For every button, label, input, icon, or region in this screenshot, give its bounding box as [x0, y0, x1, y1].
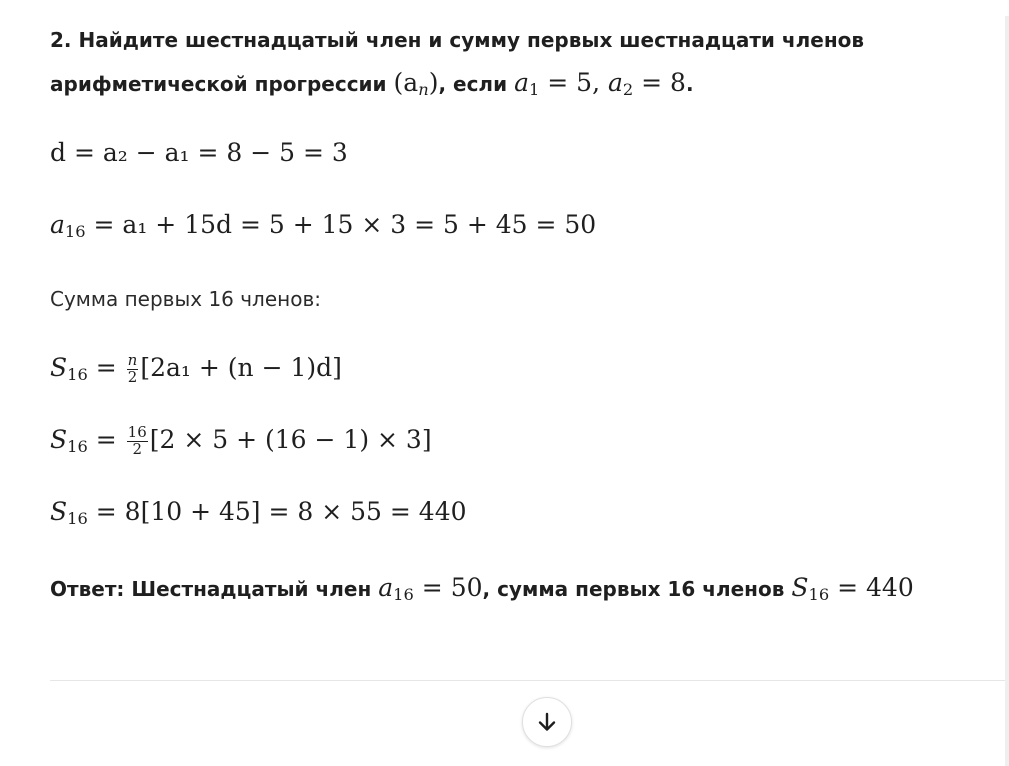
scrollbar-track[interactable] — [1005, 16, 1009, 766]
divider — [50, 680, 1005, 681]
sum-label: Сумма первых 16 членов: — [50, 287, 321, 311]
fraction-16-over-2: $\frac{16}{2}$ — [127, 423, 147, 458]
fraction-n-over-2: $\frac{n}{2}$ — [127, 351, 138, 386]
formula-a16: $a_{16} = a_1 + 15d = 5 + 15 \times 3 = 5 + 45 = 50$ — [50, 210, 597, 242]
arrow-down-icon — [536, 711, 558, 733]
answer-middle: , сумма первых 16 членов — [482, 577, 785, 601]
problem-statement-line-2: арифметической прогрессии $(a_n)$, если $a_1 = 5$, $a_2 = 8$. — [50, 68, 694, 100]
answer-line — [50, 573, 914, 605]
problem-statement-line-1 — [50, 28, 864, 52]
answer-label: Ответ: Шестнадцатый член — [50, 577, 372, 601]
formula-difference: d = a₂ − a₁ = 8 − 5 = 3 — [50, 138, 348, 167]
answer-s16: $S_{16} = 440$ — [791, 573, 914, 605]
given-values: $a_1 = 5$, $a_2 = 8$ — [514, 68, 686, 100]
problem-text-2: арифметической прогрессии — [50, 72, 387, 96]
formula-sum-substituted: $S_{16}$ = $\frac{16}{2}$ [2 × 5 + (16 − 1) × 3] — [50, 423, 432, 458]
problem-text: Найдите шестнадцатый член и сумму первых шестнадцати членов — [78, 28, 865, 52]
formula-sum-result: $S_{16} = 8[10 + 45] = 8 \times 55 = 440$ — [50, 497, 467, 529]
if-text: , если — [438, 72, 508, 96]
sequence-notation: $(a_n)$ — [393, 68, 439, 100]
next-content-peek — [50, 758, 950, 766]
answer-a16: $a_{16} = 50$ — [378, 573, 483, 605]
problem-number: 2. — [50, 28, 72, 52]
formula-sum-general: $S_{16}$ = $\frac{n}{2}$ [2a₁ + (n − 1)d] — [50, 351, 342, 386]
scroll-down-button[interactable] — [522, 697, 572, 747]
